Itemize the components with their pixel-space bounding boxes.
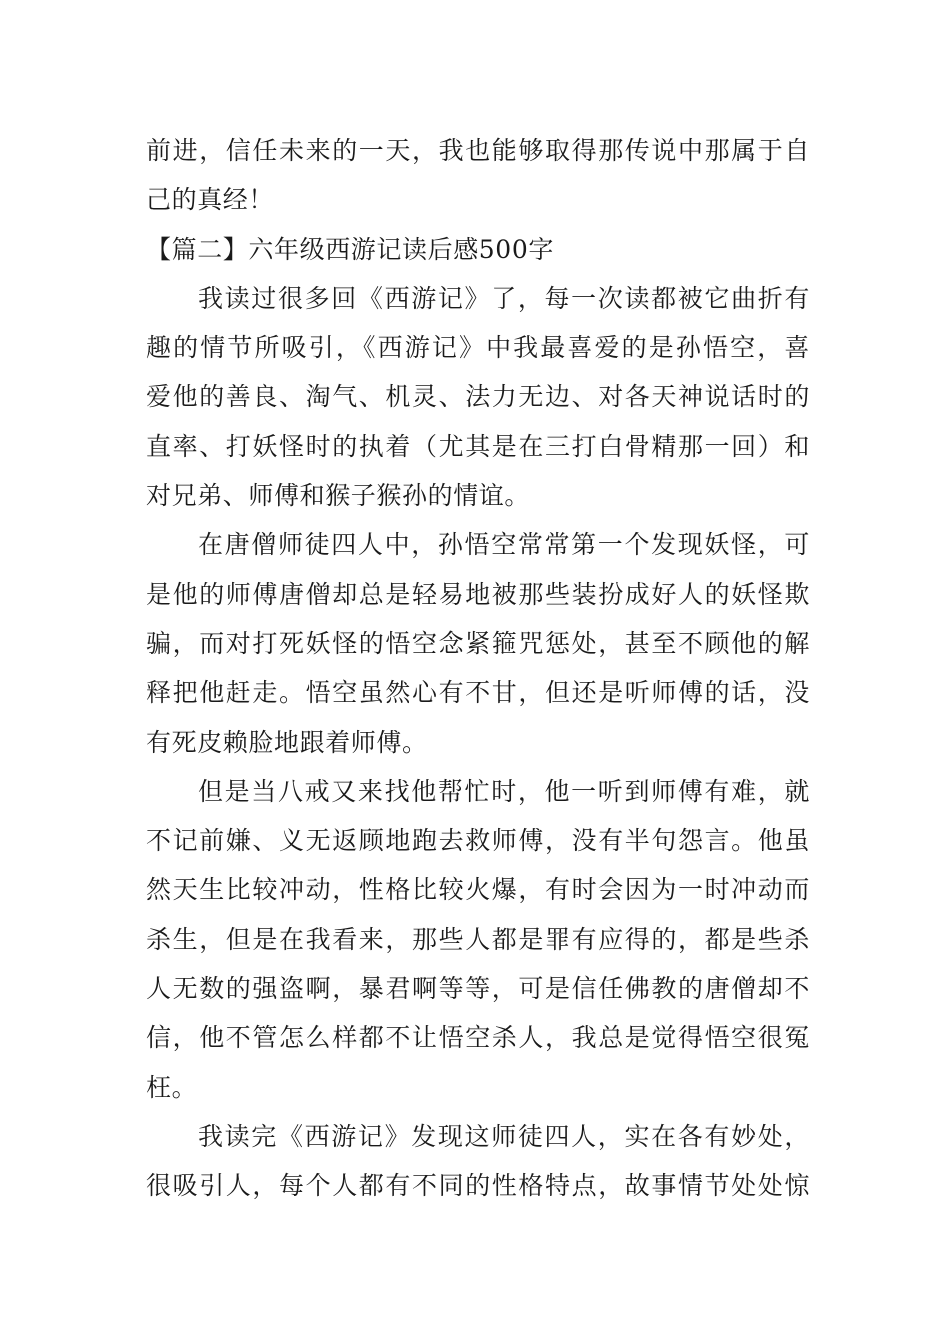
- text-line: 人无数的强盗啊，暴君啊等等，可是信任佛教的唐僧却不: [146, 974, 810, 1004]
- text-line: 然天生比较冲动，性格比较火爆，有时会因为一时冲动而: [146, 875, 810, 905]
- text-line: 直率、打妖怪时的执着（尤其是在三打白骨精那一回）和: [146, 431, 810, 461]
- text-line: 爱他的善良、淘气、机灵、法力无边、对各天神说话时的: [146, 382, 810, 412]
- text-line: 有死皮赖脸地跟着师傅。: [146, 727, 428, 757]
- text-line: 对兄弟、师傅和猴子猴孙的情谊。: [146, 481, 531, 511]
- text-line: 骗，而对打死妖怪的悟空念紧箍咒惩处，甚至不顾他的解: [146, 628, 810, 658]
- text-line: 信，他不管怎么样都不让悟空杀人，我总是觉得悟空很冤: [146, 1023, 810, 1053]
- document-body: [146, 126, 810, 1211]
- text-line: 很吸引人，每个人都有不同的性格特点，故事情节处处惊: [146, 1171, 810, 1201]
- text-line: 趣的情节所吸引，《西游记》中我最喜爱的是孙悟空，喜: [146, 333, 810, 363]
- text-line: 在唐僧师徒四人中，孙悟空常常第一个发现妖怪，可: [198, 530, 810, 560]
- text-line: 释把他赶走。悟空虽然心有不甘，但还是听师傅的话，没: [146, 678, 810, 708]
- text-line: 不记前嫌、义无返顾地跑去救师傅，没有半句怨言。他虽: [146, 826, 810, 856]
- text-line: 杀生，但是在我看来，那些人都是罪有应得的，都是些杀: [146, 924, 810, 954]
- text-line: 【篇二】六年级西游记读后感500字: [146, 234, 554, 264]
- text-line: 是他的师傅唐僧却总是轻易地被那些装扮成好人的妖怪欺: [146, 579, 810, 609]
- text-line: 我读完《西游记》发现这师徒四人，实在各有妙处，: [198, 1121, 810, 1151]
- text-line: 但是当八戒又来找他帮忙时，他一听到师傅有难，就: [198, 776, 810, 806]
- text-line: 前进，信任未来的一天，我也能够取得那传说中那属于自: [146, 136, 810, 165]
- text-line: 我读过很多回《西游记》了，每一次读都被它曲折有: [198, 283, 810, 313]
- text-line: 枉。: [146, 1072, 198, 1102]
- text-line: 己的真经！: [146, 185, 275, 215]
